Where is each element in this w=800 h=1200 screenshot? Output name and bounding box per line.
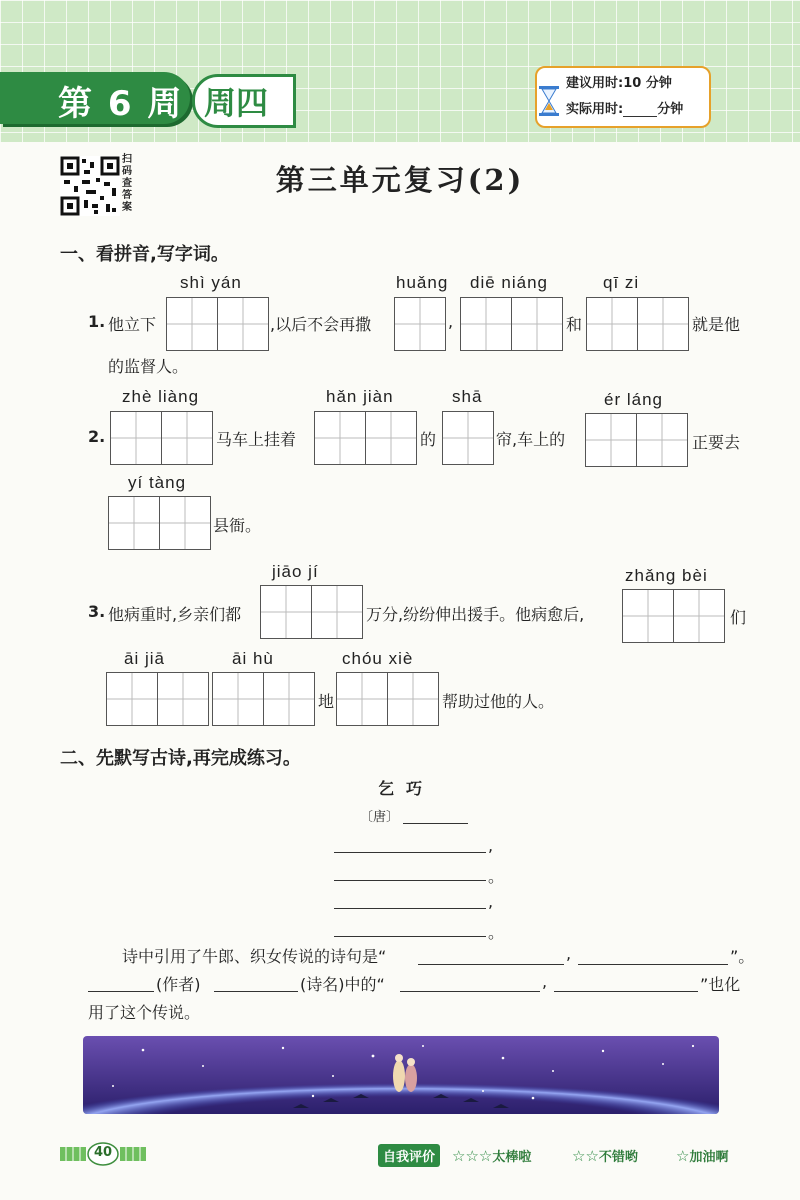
question-text: 万分,纷纷伸出援手。他病愈后,	[366, 605, 585, 624]
star-icon: ☆	[465, 1147, 479, 1165]
qr-caption: 扫码查答案	[122, 154, 132, 213]
star-icon: ☆	[478, 1147, 493, 1165]
page-title: 第三单元复习(2)	[275, 163, 525, 197]
answer-grid[interactable]	[110, 411, 213, 465]
answer-grid[interactable]	[460, 297, 563, 351]
poem-line-blank[interactable]	[334, 908, 486, 909]
question-text: (诗名)中的“	[300, 975, 385, 994]
answer-grid[interactable]	[212, 672, 315, 726]
punctuation: ,	[488, 892, 494, 911]
punctuation: ,	[488, 836, 494, 855]
suggested-time: 建议用时:10 分钟	[566, 76, 672, 91]
pinyin: ér láng	[604, 390, 663, 409]
rating-keep-going[interactable]: ☆加油啊	[676, 1147, 729, 1165]
answer-grid[interactable]	[260, 585, 363, 639]
hourglass-icon	[538, 86, 560, 116]
rating-great[interactable]: ☆☆☆太棒啦	[452, 1147, 532, 1165]
week-label: 第 6 周	[58, 84, 184, 124]
pinyin: huǎng	[396, 273, 449, 292]
poem-name-blank[interactable]	[214, 991, 298, 992]
question-text: 他立下	[108, 315, 157, 334]
question-text: ,	[448, 312, 454, 331]
pinyin: āi hù	[232, 649, 274, 668]
dynasty-label: 〔唐〕	[360, 810, 400, 825]
question-text: 就是他	[692, 315, 741, 334]
question-text: 们	[730, 608, 747, 627]
question-text: 县衙。	[213, 516, 262, 535]
page-number: 40	[93, 1145, 113, 1160]
night-sky-illustration	[83, 1036, 719, 1114]
pinyin: chóu xiè	[342, 649, 414, 668]
question-text: 他病重时,乡亲们都	[108, 605, 242, 624]
punctuation: ,	[566, 944, 572, 963]
star-icon: ☆	[452, 1147, 466, 1165]
question-text: 马车上挂着	[216, 430, 297, 449]
punctuation: 。	[488, 923, 505, 942]
author-answer-blank[interactable]	[88, 991, 154, 992]
pinyin: zhè liàng	[122, 387, 200, 406]
answer-grid[interactable]	[442, 411, 494, 465]
actual-time: 实际用时: 分钟	[566, 102, 684, 117]
answer-blank[interactable]	[578, 964, 728, 965]
poem-line-blank[interactable]	[334, 880, 486, 881]
section-1-heading: 一、看拼音,写字词。	[60, 244, 229, 265]
pinyin: hǎn jiàn	[326, 387, 394, 406]
poem-line-blank[interactable]	[334, 936, 486, 937]
answer-blank[interactable]	[554, 991, 698, 992]
pinyin: jiāo jí	[272, 562, 319, 581]
answer-grid[interactable]	[394, 297, 446, 351]
self-evaluation-label: 自我评价	[378, 1144, 440, 1167]
question-text: 的监督人。	[108, 357, 189, 376]
poem-line-blank[interactable]	[334, 852, 486, 853]
author-blank[interactable]	[403, 823, 468, 824]
section-2-heading: 二、先默写古诗,再完成练习。	[60, 748, 301, 769]
answer-blank[interactable]	[400, 991, 540, 992]
answer-grid[interactable]	[106, 672, 209, 726]
question-number: 2.	[88, 427, 106, 446]
poem-title: 乞巧	[377, 779, 434, 798]
answer-grid[interactable]	[336, 672, 439, 726]
answer-blank[interactable]	[418, 964, 564, 965]
answer-grid[interactable]	[586, 297, 689, 351]
answer-grid[interactable]	[108, 496, 211, 550]
star-icon: ☆	[676, 1147, 690, 1165]
punctuation: 。	[488, 867, 505, 886]
question-text: ,以后不会再撒	[270, 315, 372, 334]
question-text: 帮助过他的人。	[442, 692, 555, 711]
question-number: 1.	[88, 312, 106, 331]
pinyin: shì yán	[180, 273, 242, 292]
punctuation: ,	[542, 972, 548, 991]
answer-grid[interactable]	[166, 297, 269, 351]
pinyin: qī zi	[603, 273, 640, 292]
pinyin: āi jiā	[124, 649, 165, 668]
answer-grid[interactable]	[622, 589, 725, 643]
question-text: 诗中引用了牛郎、织女传说的诗句是“	[122, 947, 387, 966]
question-text: ”也化	[700, 975, 741, 994]
day-label: 周四	[204, 84, 269, 122]
pinyin: zhǎng bèi	[625, 566, 708, 585]
question-text: 正要去	[692, 433, 741, 452]
star-icon: ☆	[585, 1147, 599, 1165]
question-text: (作者)	[156, 975, 201, 994]
pinyin: yí tàng	[128, 473, 187, 492]
question-text: 的	[420, 430, 437, 449]
punctuation: ”。	[730, 947, 755, 966]
question-text: 地	[318, 692, 335, 711]
question-text: 用了这个传说。	[88, 1003, 201, 1022]
question-number: 3.	[88, 602, 106, 621]
question-text: 和	[566, 315, 583, 334]
pinyin: diē niáng	[470, 273, 549, 292]
rating-good[interactable]: ☆☆不错哟	[572, 1147, 638, 1165]
answer-grid[interactable]	[314, 411, 417, 465]
star-icon: ☆	[572, 1147, 586, 1165]
question-text: 帘,车上的	[496, 430, 566, 449]
pinyin: shā	[452, 387, 483, 406]
answer-grid[interactable]	[585, 413, 688, 467]
